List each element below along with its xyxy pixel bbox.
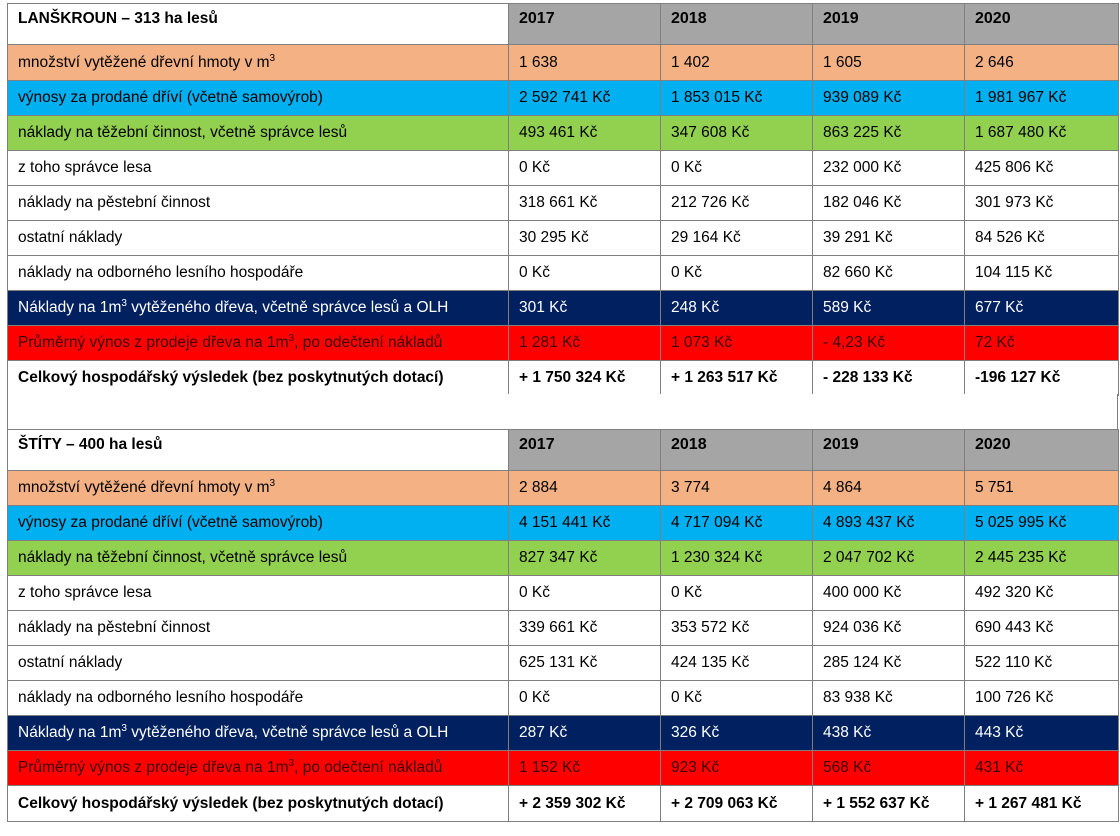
cell-value: 0 Kč (661, 576, 813, 611)
cell-value: 923 Kč (661, 751, 813, 786)
row-label: množství vytěžené dřevní hmoty v $m^3$ (8, 45, 509, 81)
cell-value: 1 687 480 Kč (965, 116, 1119, 151)
row-label: náklady na pěstební činnost (8, 186, 509, 221)
cell-value: 339 661 Kč (509, 611, 661, 646)
header-row (8, 4, 1119, 45)
cell-value: 677 Kč (965, 291, 1119, 326)
table-row-total-result (8, 361, 1119, 396)
row-label: z toho správce lesa (8, 151, 509, 186)
cell-value: 1 981 967 Kč (965, 81, 1119, 116)
cell-value: 0 Kč (661, 151, 813, 186)
cell-value: + 2 359 302 Kč (509, 786, 661, 822)
table-row-unit-costs (8, 716, 1119, 751)
cell-value: 182 046 Kč (813, 186, 965, 221)
cell-value: 347 608 Kč (661, 116, 813, 151)
cell-value: + 1 263 517 Kč (661, 361, 813, 396)
cell-value: 1 230 324 Kč (661, 541, 813, 576)
cell-value: 212 726 Kč (661, 186, 813, 221)
table-row-timber-volume (8, 471, 1119, 506)
table-row-logging-costs (8, 541, 1119, 576)
table-row-other-costs (8, 221, 1119, 256)
table-title: ŠTÍTY – 400 ha lesů (8, 430, 509, 471)
table-row-cultivation-costs (8, 611, 1119, 646)
cell-value: 287 Kč (509, 716, 661, 751)
cell-value: 425 806 Kč (965, 151, 1119, 186)
cell-value: 431 Kč (965, 751, 1119, 786)
cell-value: 1 853 015 Kč (661, 81, 813, 116)
cell-value: + 2 709 063 Kč (661, 786, 813, 822)
table-row-forest-manager (8, 576, 1119, 611)
year-header: 2020 (965, 430, 1119, 471)
table-row-unit-costs (8, 291, 1119, 326)
cell-value: -196 127 Kč (965, 361, 1119, 396)
cell-value: 1 073 Kč (661, 326, 813, 361)
table-row-revenue (8, 81, 1119, 116)
cell-value: 438 Kč (813, 716, 965, 751)
cell-value: 2 047 702 Kč (813, 541, 965, 576)
cell-value: 353 572 Kč (661, 611, 813, 646)
cell-value: 4 864 (813, 471, 965, 506)
year-header: 2019 (813, 4, 965, 45)
table-row-olh-costs (8, 681, 1119, 716)
cell-value: + 1 552 637 Kč (813, 786, 965, 822)
cell-value: 232 000 Kč (813, 151, 965, 186)
cell-value: 0 Kč (509, 256, 661, 291)
table-lanskroun (7, 3, 1119, 396)
table-stity (7, 429, 1119, 822)
cell-value: 4 893 437 Kč (813, 506, 965, 541)
cell-value: 0 Kč (661, 681, 813, 716)
table-gap (7, 394, 1118, 429)
cell-value: 3 774 (661, 471, 813, 506)
row-label: Celkový hospodářský výsledek (bez poskytnutých dotací) (8, 361, 509, 396)
row-label: Průměrný výnos z prodeje dřeva na $1m^3$, po odečtení nákladů (8, 326, 509, 361)
table-row-avg-revenue (8, 326, 1119, 361)
cell-value: 400 000 Kč (813, 576, 965, 611)
cell-value: 493 461 Kč (509, 116, 661, 151)
cell-value: 424 135 Kč (661, 646, 813, 681)
row-label: náklady na odborného lesního hospodáře (8, 681, 509, 716)
cell-value: 939 089 Kč (813, 81, 965, 116)
cell-value: - 228 133 Kč (813, 361, 965, 396)
cell-value: 0 Kč (661, 256, 813, 291)
row-label: Náklady na $1m^3$ vytěženého dřeva, včetně správce lesů a OLH (8, 716, 509, 751)
cell-value: 1 605 (813, 45, 965, 81)
table-title: LANŠKROUN – 313 ha lesů (8, 4, 509, 45)
table-row-total-result (8, 786, 1119, 822)
cell-value: 625 131 Kč (509, 646, 661, 681)
cell-value: 568 Kč (813, 751, 965, 786)
cell-value: 83 938 Kč (813, 681, 965, 716)
cell-value: 84 526 Kč (965, 221, 1119, 256)
row-label: množství vytěžené dřevní hmoty v $m^3$ (8, 471, 509, 506)
year-header: 2018 (661, 430, 813, 471)
table-row-logging-costs (8, 116, 1119, 151)
cell-value: 2 592 741 Kč (509, 81, 661, 116)
cell-value: 326 Kč (661, 716, 813, 751)
row-label: Průměrný výnos z prodeje dřeva na $1m^3$, po odečtení nákladů (8, 751, 509, 786)
row-label: výnosy za prodané dříví (včetně samovýrob) (8, 81, 509, 116)
row-label: z toho správce lesa (8, 576, 509, 611)
cell-value: 492 320 Kč (965, 576, 1119, 611)
table-row-forest-manager (8, 151, 1119, 186)
cell-value: 690 443 Kč (965, 611, 1119, 646)
cell-value: 30 295 Kč (509, 221, 661, 256)
cell-value: 39 291 Kč (813, 221, 965, 256)
row-label: náklady na těžební činnost, včetně správce lesů (8, 116, 509, 151)
row-label: náklady na těžební činnost, včetně správce lesů (8, 541, 509, 576)
cell-value: 589 Kč (813, 291, 965, 326)
table-row-timber-volume (8, 45, 1119, 81)
cell-value: - 4,23 Kč (813, 326, 965, 361)
row-label: výnosy za prodané dříví (včetně samovýrob) (8, 506, 509, 541)
cell-value: 285 124 Kč (813, 646, 965, 681)
cell-value: 0 Kč (509, 681, 661, 716)
cell-value: 827 347 Kč (509, 541, 661, 576)
cell-value: 924 036 Kč (813, 611, 965, 646)
row-label: náklady na odborného lesního hospodáře (8, 256, 509, 291)
year-header: 2018 (661, 4, 813, 45)
cell-value: 248 Kč (661, 291, 813, 326)
table-row-avg-revenue (8, 751, 1119, 786)
table-row-other-costs (8, 646, 1119, 681)
cell-value: 2 646 (965, 45, 1119, 81)
header-row (8, 430, 1119, 471)
cell-value: 0 Kč (509, 576, 661, 611)
table-row-cultivation-costs (8, 186, 1119, 221)
cell-value: 301 973 Kč (965, 186, 1119, 221)
row-label: náklady na pěstební činnost (8, 611, 509, 646)
cell-value: 2 445 235 Kč (965, 541, 1119, 576)
year-header: 2019 (813, 430, 965, 471)
row-label: ostatní náklady (8, 221, 509, 256)
row-label: Náklady na $1m^3$ vytěženého dřeva, včetně správce lesů a OLH (8, 291, 509, 326)
year-header: 2020 (965, 4, 1119, 45)
cell-value: 863 225 Kč (813, 116, 965, 151)
cell-value: 301 Kč (509, 291, 661, 326)
cell-value: 5 751 (965, 471, 1119, 506)
cell-value: 318 661 Kč (509, 186, 661, 221)
cell-value: + 1 267 481 Kč (965, 786, 1119, 822)
table-row-olh-costs (8, 256, 1119, 291)
table-row-revenue (8, 506, 1119, 541)
cell-value: 1 152 Kč (509, 751, 661, 786)
row-label: ostatní náklady (8, 646, 509, 681)
cell-value: 1 402 (661, 45, 813, 81)
cell-value: 443 Kč (965, 716, 1119, 751)
year-header: 2017 (509, 4, 661, 45)
cell-value: 2 884 (509, 471, 661, 506)
cell-value: 5 025 995 Kč (965, 506, 1119, 541)
year-header: 2017 (509, 430, 661, 471)
cell-value: 1 638 (509, 45, 661, 81)
cell-value: 4 151 441 Kč (509, 506, 661, 541)
row-label: Celkový hospodářský výsledek (bez poskytnutých dotací) (8, 786, 509, 822)
cell-value: 100 726 Kč (965, 681, 1119, 716)
cell-value: 522 110 Kč (965, 646, 1119, 681)
cell-value: 4 717 094 Kč (661, 506, 813, 541)
cell-value: 104 115 Kč (965, 256, 1119, 291)
cell-value: 72 Kč (965, 326, 1119, 361)
cell-value: 29 164 Kč (661, 221, 813, 256)
cell-value: 0 Kč (509, 151, 661, 186)
cell-value: 82 660 Kč (813, 256, 965, 291)
cell-value: + 1 750 324 Kč (509, 361, 661, 396)
cell-value: 1 281 Kč (509, 326, 661, 361)
